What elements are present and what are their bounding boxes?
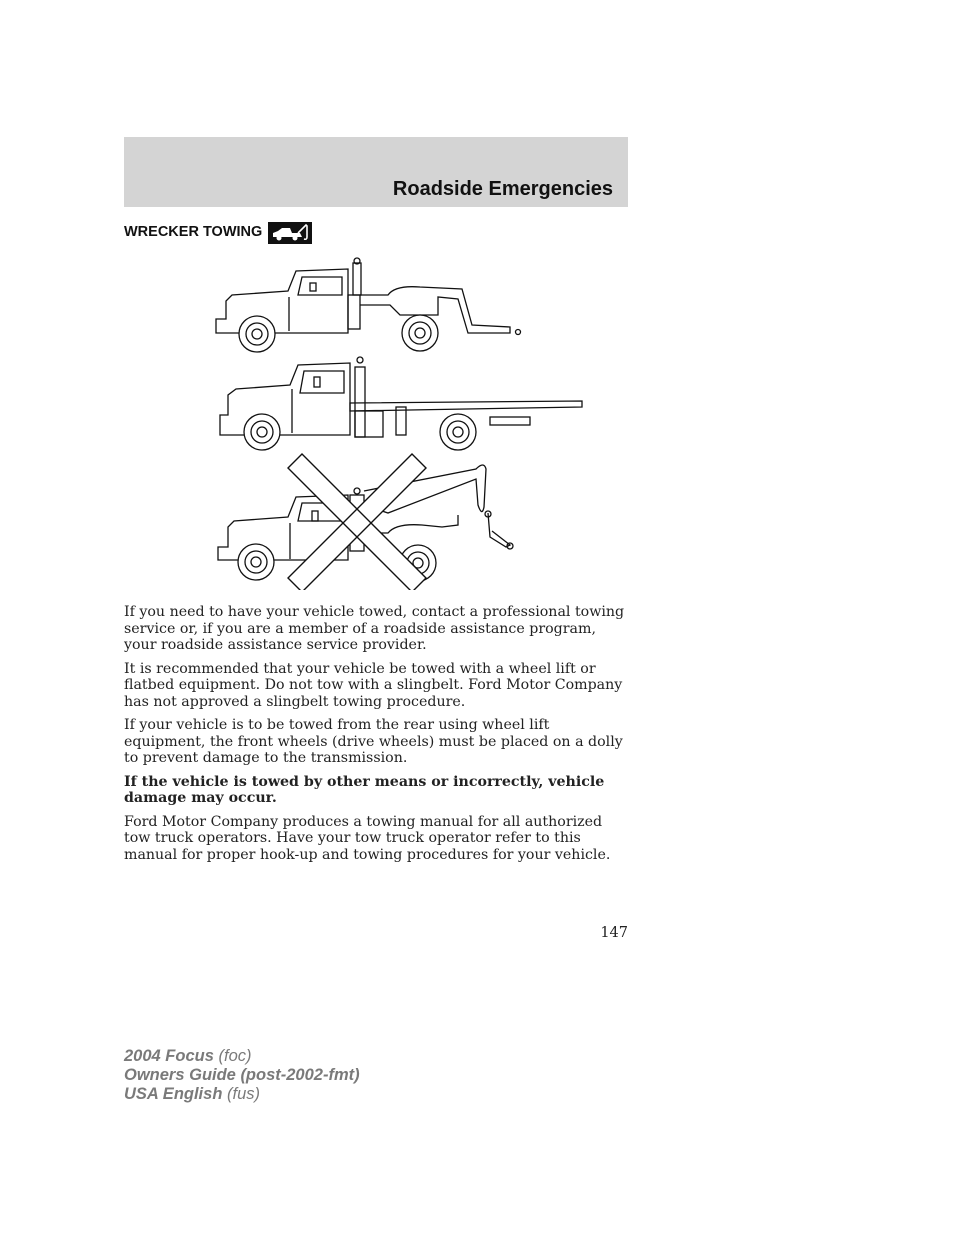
warning-paragraph: If the vehicle is towed by other means or incorrectly, vehicle damage may occur. [124, 773, 605, 806]
footer-line-language [124, 1085, 360, 1104]
page-number: 147 [600, 925, 628, 941]
tow-truck-icon [268, 222, 312, 244]
heading-text: WRECKER TOWING [124, 224, 263, 240]
paragraph: It is recommended that your vehicle be towed with a wheel lift or flatbed equipment. Do not tow with a slingbelt. Ford Motor Company has not approved a slingbelt towing procedure. [124, 660, 623, 710]
paragraph: If you need to have your vehicle towed, contact a professional towing service or, if you are a member of a roadside assistance program, your roadside assistance service provider. [124, 604, 625, 653]
body-text [124, 604, 628, 870]
section-header-band [124, 137, 628, 207]
footer-guide: Owners Guide (post-2002-fmt) [124, 1066, 360, 1084]
towing-illustration [210, 255, 590, 595]
footer-line-guide [124, 1066, 360, 1085]
footer-model-code: (foc) [218, 1047, 252, 1065]
flatbed-truck-figure [220, 357, 582, 450]
footer-model: 2004 Focus [124, 1047, 214, 1065]
paragraph: Ford Motor Company produces a towing manual for all authorized tow truck operators. Have your tow truck operator refer to this manual for proper hook-up and towing procedures for your vehicle. [124, 813, 611, 863]
wrecker-towing-heading [124, 221, 312, 243]
footer-language-code: (fus) [227, 1085, 260, 1103]
footer-line-model [124, 1047, 360, 1066]
wheel-lift-truck-figure [216, 258, 521, 352]
document-footer [124, 1047, 360, 1104]
footer-language: USA English [124, 1085, 223, 1103]
section-title: Roadside Emergencies [392, 178, 613, 200]
paragraph: If your vehicle is to be towed from the rear using wheel lift equipment, the front wheels (drive wheels) must be placed on a dolly to prevent damage to the transmission. [124, 717, 623, 766]
slingbelt-truck-figure [218, 454, 513, 590]
